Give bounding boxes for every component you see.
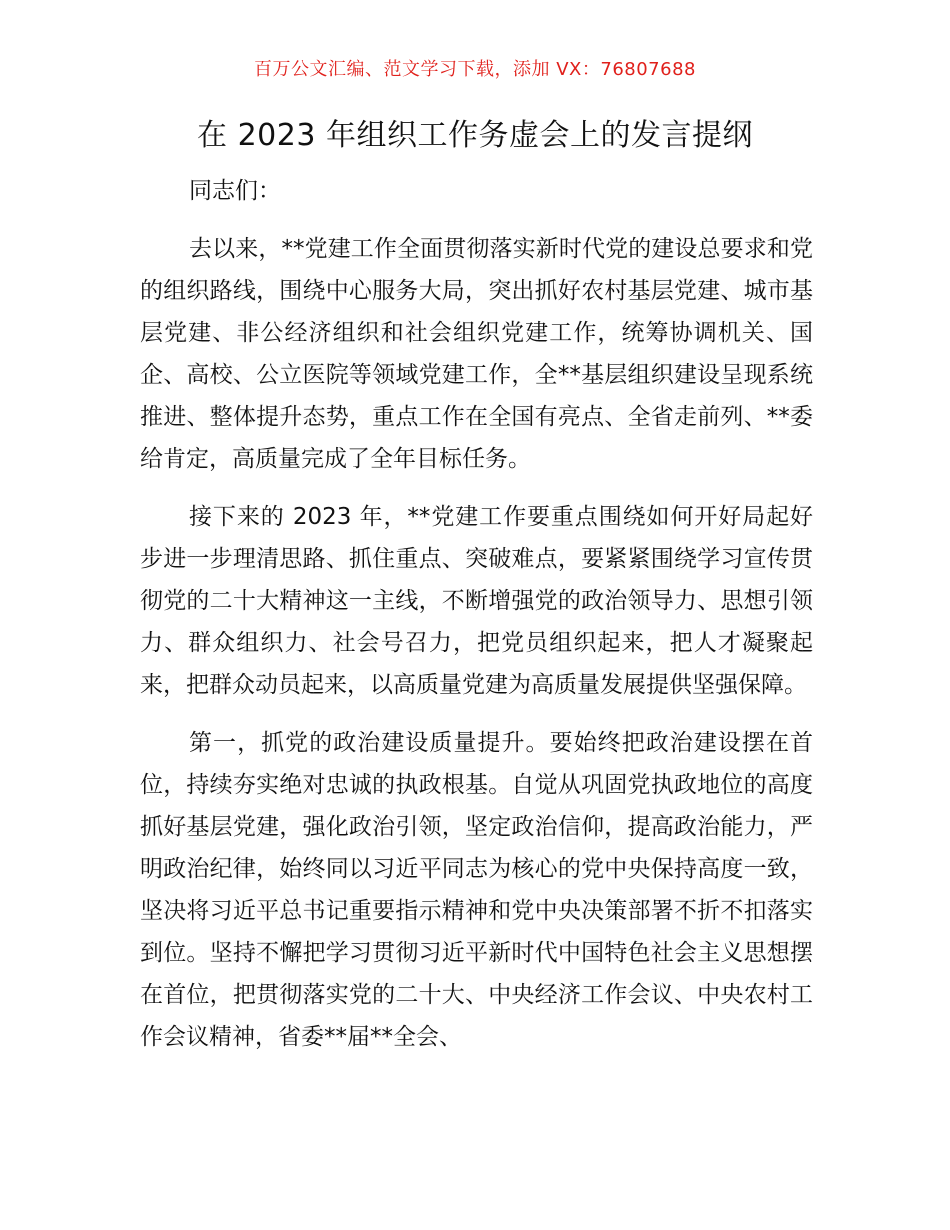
paragraph-review: 去以来，**党建工作全面贯彻落实新时代党的建设总要求和党的组织路线，围绕中心服务大局，突出抓好农村基层党建、城市基层党建、非公经济组织和社会组织党建工作，统筹协调机关、国企、高校、公立医院等领域党建工作，全**基层组织建设呈现系统推进、整体提升态势，重点工作在全国有亮点、全省走前列、**委给肯定，高质量完成了全年目标任务。 <box>140 236 813 472</box>
header-watermark-note: 百万公文汇编、范文学习下载，添加 VX：76807688 <box>254 59 696 80</box>
greeting-line: 同志们： <box>189 178 281 204</box>
paragraph-first-point: 第一，抓党的政治建设质量提升。要始终把政治建设摆在首位，持续夯实绝对忠诚的执政根基。自觉从巩固党执政地位的高度抓好基层党建，强化政治引领，坚定政治信仰，提高政治能力，严明政治纪律，始终同以习近平同志为核心的党中央保持高度一致，坚决将习近平总书记重要指示精神和党中央决策部署不折不扣落实到位。坚持不懈把学习贯彻习近平新时代中国特色社会主义思想摆在首位，把贯彻落实党的二十大、中央经济工作会议、中央农村工作会议精神，省委**届**全会、 <box>140 730 813 1050</box>
document-body <box>140 170 813 1058</box>
document-title: 在 2023 年组织工作务虚会上的发言提纲 <box>197 118 753 153</box>
paragraph-outlook: 接下来的 2023 年，**党建工作要重点围绕如何开好局起好步进一步理清思路、抓住重点、突破难点，要紧紧围绕学习宣传贯彻党的二十大精神这一主线，不断增强党的政治领导力、思想引领力、群众组织力、社会号召力，把党员组织起来，把人才凝聚起来，把群众动员起来，以高质量党建为高质量发展提供坚强保障。 <box>140 504 813 698</box>
